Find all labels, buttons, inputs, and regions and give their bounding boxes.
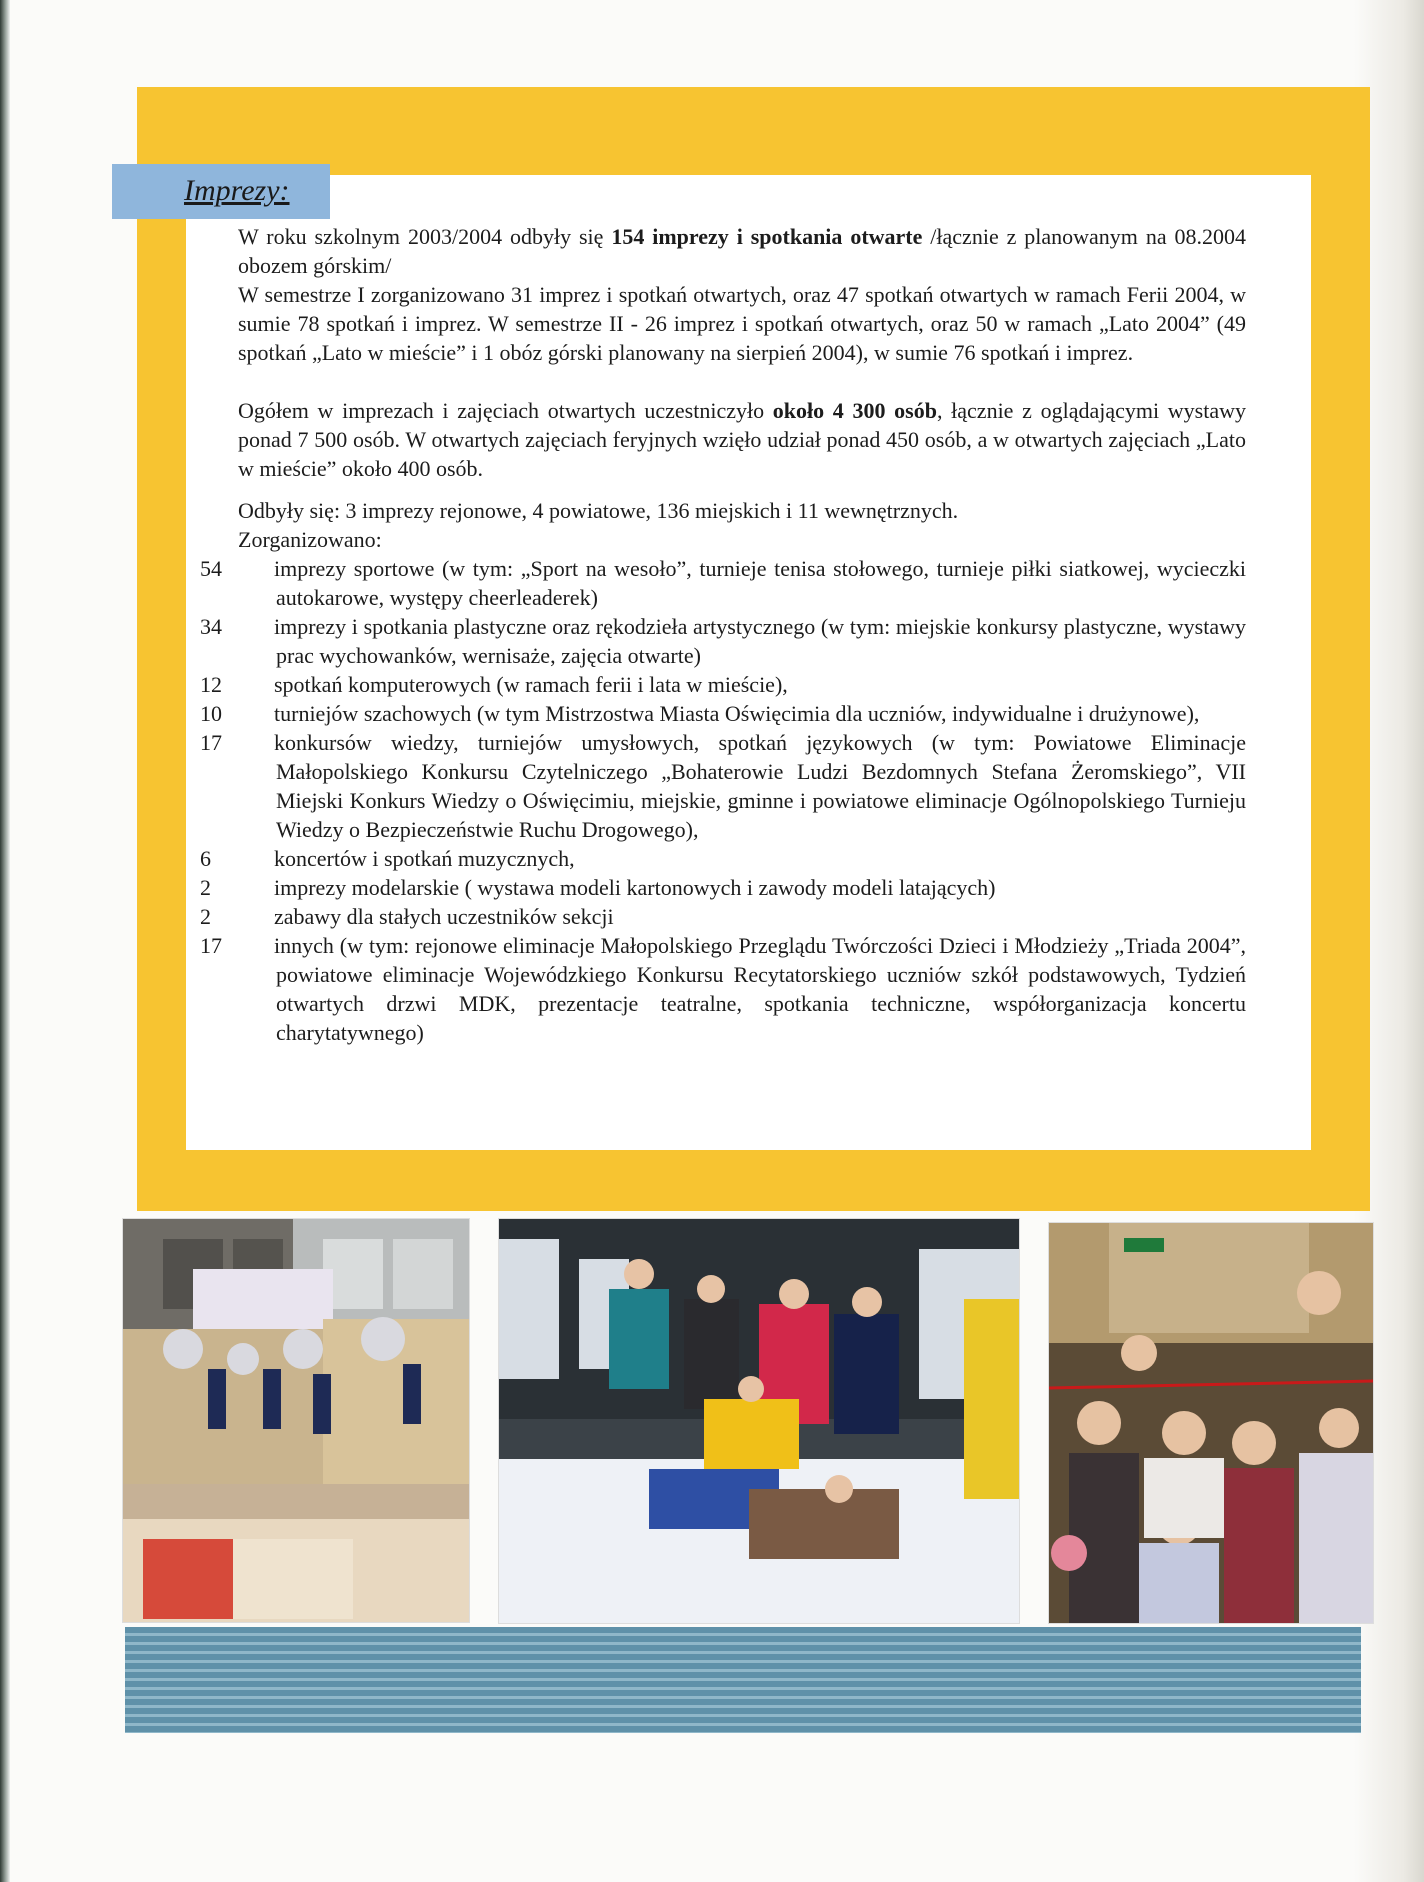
- section-heading: Imprezy:: [184, 174, 290, 207]
- list-item: [200, 554, 1246, 612]
- list-item: [200, 931, 1246, 1047]
- list-item: [200, 699, 1246, 728]
- scan-edge-left: [0, 0, 10, 1882]
- organized-label: Zorganizowano:: [238, 527, 382, 552]
- participation-text-after: , łącznie z oglądającymi wystawy ponad 7 500 osób. W otwartych zajęciach feryjnych wzięło udział ponad 450 osób, a w otwartych zajęciach „Lato w mieście” około 400 osób.: [238, 398, 1246, 481]
- item-text: imprezy i spotkania plastyczne oraz rękodzieła artystycznego (w tym: miejskie konkursy plastyczne, wystawy prac wychowanków, wernisaże, zajęcia otwarte): [274, 614, 1246, 668]
- intro-highlight: 154 imprezy i spotkania otwarte: [611, 224, 923, 249]
- intro-text-after: /łącznie z planowanym na 08.2004 obozem górskim/: [238, 224, 1246, 278]
- item-count: 17: [200, 730, 222, 755]
- item-text: imprezy modelarskie ( wystawa modeli kartonowych i zawody modeli latających): [274, 875, 996, 900]
- list-item: [200, 844, 1246, 873]
- intro-text: W roku szkolnym 2003/2004 odbyły się: [238, 224, 612, 249]
- item-count: 12: [200, 672, 222, 697]
- item-count: 34: [200, 614, 222, 639]
- item-text: innych (w tym: rejonowe eliminacje Małopolskiego Przeglądu Twórczości Dzieci i Młodzieży „Triada 2004”, powiatowe eliminacje Wojewódzkiego Konkursu Recytatorskiego uczniów szkół podstawowych, Tydzień otwartych drzwi MDK, prezentacje teatralne, spotkania techniczne, współorganizacja koncertu charytatywnego): [274, 933, 1246, 1045]
- participation-highlight: około 4 300 osób: [772, 398, 937, 423]
- intro-paragraph: [238, 222, 1246, 280]
- item-count: 10: [200, 701, 222, 726]
- list-item: [200, 873, 1246, 902]
- participation-paragraph: [238, 396, 1246, 483]
- item-text: imprezy sportowe (w tym: „Sport na wesoło”, turnieje tenisa stołowego, turnieje piłki siatkowej, wycieczki autokarowe, występy cheerleaderek): [274, 556, 1246, 610]
- list-item: [200, 612, 1246, 670]
- photo-cheerleaders: [122, 1218, 470, 1623]
- events-list: [200, 554, 1246, 1047]
- list-item: [200, 728, 1246, 844]
- photo-winter-group: [498, 1218, 1020, 1624]
- item-count: 2: [200, 904, 211, 929]
- summary-line: Odbyły się: 3 imprezy rejonowe, 4 powiatowe, 136 miejskich i 11 wewnętrznych.: [238, 498, 959, 523]
- item-count: 17: [200, 933, 222, 958]
- item-count: 6: [200, 846, 211, 871]
- article-body: [200, 222, 1246, 1047]
- item-text: zabawy dla stałych uczestników sekcji: [274, 904, 614, 929]
- item-text: koncertów i spotkań muzycznych,: [274, 846, 575, 871]
- item-count: 2: [200, 875, 211, 900]
- item-count: 54: [200, 556, 222, 581]
- list-item: [200, 670, 1246, 699]
- list-item: [200, 902, 1246, 931]
- photo-ribbon-cutting: [1048, 1222, 1374, 1624]
- decorative-stripe-band: [125, 1627, 1361, 1733]
- item-text: konkursów wiedzy, turniejów umysłowych, spotkań językowych (w tym: Powiatowe Eliminacje Małopolskiego Konkursu Czytelniczego „Bohaterowie Ludzi Bezdomnych Stefana Żeromskiego”, VII Miejski Konkurs Wiedzy o Oświęcimiu, miejskie, gminne i powiatowe eliminacje Ogólnopolskiego Turnieju Wiedzy o Bezpieczeństwie Ruchu Drogowego),: [274, 730, 1246, 842]
- participation-text: Ogółem w imprezach i zajęciach otwartych uczestniczyło: [238, 398, 773, 423]
- section-heading-tab: [112, 164, 330, 219]
- item-text: spotkań komputerowych (w ramach ferii i lata w mieście),: [274, 672, 788, 697]
- item-text: turniejów szachowych (w tym Mistrzostwa Miasta Oświęcimia dla uczniów, indywidualne i drużynowe),: [274, 701, 1200, 726]
- semesters-paragraph: W semestrze I zorganizowano 31 imprez i spotkań otwartych, oraz 47 spotkań otwartych w ramach Ferii 2004, w sumie 78 spotkań i imprez. W semestrze II - 26 imprez i spotkań otwartych, oraz 50 w ramach „Lato 2004” (49 spotkań „Lato w mieście” i 1 obóz górski planowany na sierpień 2004), w sumie 76 spotkań i imprez.: [238, 282, 1246, 365]
